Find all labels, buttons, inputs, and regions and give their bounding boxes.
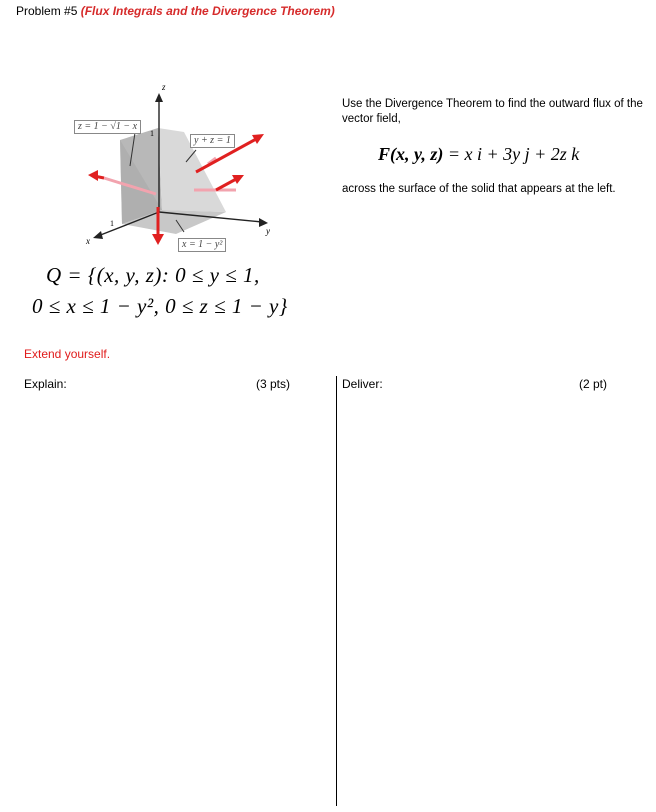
surface-label-3: x = 1 − y² — [178, 238, 226, 252]
deliver-points: (2 pt) — [579, 377, 608, 391]
explain-points: (3 pts) — [256, 377, 291, 391]
y-axis-label: y — [266, 226, 270, 236]
x-axis-arrow — [93, 231, 103, 239]
solid-figure — [66, 82, 296, 262]
set-definition-line-1: Q = {(x, y, z): 0 ≤ y ≤ 1, — [46, 263, 260, 287]
x-tick-1: 1 — [110, 219, 114, 228]
question-outro: across the surface of the solid that appears at the left. — [342, 183, 616, 195]
x-axis-label: x — [86, 236, 90, 246]
explain-label: Explain: — [24, 377, 67, 391]
vector-field-equation — [378, 144, 579, 165]
flux-arrow-left-head — [88, 170, 98, 181]
problem-subtitle: (Flux Integrals and the Divergence Theorem) — [80, 4, 335, 18]
z-axis-arrow — [155, 93, 163, 102]
z-tick-1: 1 — [150, 129, 154, 138]
surface-label-2: y + z = 1 — [190, 134, 235, 148]
deliver-label: Deliver: — [342, 377, 383, 391]
flux-arrow-down-head — [152, 234, 164, 245]
surface-label-1: z = 1 − √1 − x — [74, 120, 141, 134]
set-definition-line-2: 0 ≤ x ≤ 1 − y², 0 ≤ z ≤ 1 − y} — [32, 294, 288, 318]
equation-lhs: F(x, y, z) — [378, 144, 444, 164]
equation-rhs: = x i + 3y j + 2z k — [447, 144, 580, 164]
problem-title — [16, 4, 335, 18]
solid-diagram — [66, 82, 296, 262]
problem-label: Problem #5 — [16, 4, 78, 18]
z-axis-label: z — [162, 82, 166, 92]
extend-yourself-note: Extend yourself. — [24, 347, 111, 361]
question-intro: Use the Divergence Theorem to find the outward flux of the vector field, — [342, 98, 643, 125]
column-divider — [336, 376, 337, 806]
